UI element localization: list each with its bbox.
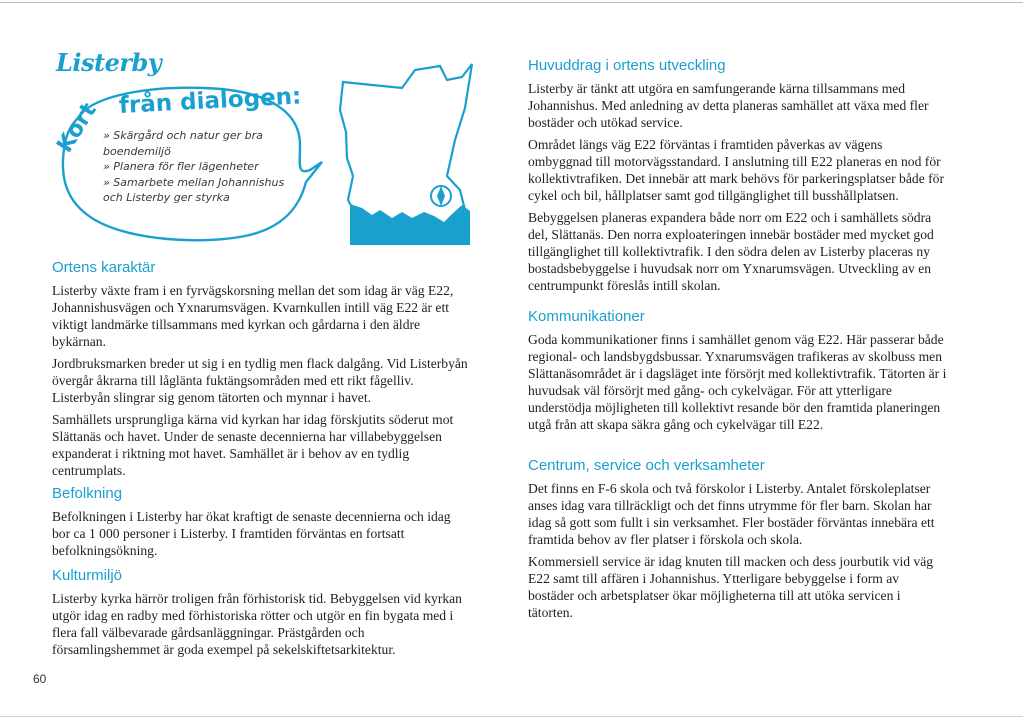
paragraph: Listerby växte fram i en fyrvägskorsning mellan det som idag är väg E22, Johannishusvägen och Yxnarumsvägen. Kvarnkullen intill väg E22 är ett viktigt landmärke tillsammans med kyrkan och gårdarna i den äldre bykärnan. bbox=[52, 283, 454, 349]
paragraph: Jordbruksmarken breder ut sig i en tydlig men flack dalgång. Vid Listerbyån övergår åkrarna till låglänta fuktängsområden med ett rikt fågelliv. Listerbyån slingrar sig genom tätorten och mynnar i havet. bbox=[52, 356, 468, 405]
water-area bbox=[350, 204, 470, 245]
section-heading: Befolkning bbox=[52, 485, 123, 502]
bubble-item: » Skärgård och natur ger bra bbox=[103, 129, 263, 142]
paragraph: Listerby kyrka härrör troligen från förhistorisk tid. Bebyggelsen vid kyrkan utgör idag en radby med förhistoriska rötter och utgör en fin bygata med i flera fall välbevarade gårdsanläggningar. Prästgården och församlingshemmet är goda exempel på sekelskiftetsarkitektur. bbox=[52, 591, 462, 657]
paragraph: Bebyggelsen planeras expandera både norr om E22 och i samhällets södra del, Slättanäs. Den norra exploateringen innebär bostäder med mycket god tillgänglighet till kollektivtrafik. I den södra delen av Listerby placeras ny bostadsbebyggelse i huvudsak norr om Yxnarumsvägen. Utveckling av en centrumpunkt föreslås intill skolan. bbox=[528, 210, 934, 293]
section-centrum bbox=[528, 456, 948, 626]
compass-icon bbox=[431, 186, 451, 206]
paragraph: Det finns en F-6 skola och två förskolor i Listerby. Antalet förskoleplatser anses idag vara tillräckligt och det finns utrymme för fler barn. Skolan har idag så gott som fullt i sin verksamhet. Fler bostäder förväntas innebära ett framtida behov av fler platser i förskola och skola. bbox=[528, 481, 935, 547]
bubble-list bbox=[103, 128, 303, 206]
section-heading: Kommunikationer bbox=[528, 308, 645, 325]
bubble-title: från dialogen: bbox=[118, 83, 302, 119]
paragraph: Goda kommunikationer finns i samhället genom väg E22. Här passerar både regional- och landsbygdsbussar. Yxnarumsvägen trafikeras av skolbuss men Slättanäsområdet är i dagsläget inte försörjt med kollektivtrafik. Tätorten är i huvudsak väl försörjt med gång- och cykelvägar. För att ytterligare understödja möjligheten till kollektivt resande bör den framtida planeringen utgå från att skapa säkra gång och cykelvägar till E22. bbox=[528, 332, 947, 432]
section-heading: Centrum, service och verksamheter bbox=[528, 457, 765, 474]
bottom-rule bbox=[0, 716, 1023, 717]
paragraph: Kommersiell service är idag knuten till macken och dess jourbutik vid väg E22 samt till affären i Johannishus. Ytterligare bebyggelse i form av bostäder och arbetsplatser ökar möjligheterna till att utöka servicen i tätorten. bbox=[528, 554, 934, 620]
top-rule bbox=[0, 2, 1023, 3]
map-outline-icon bbox=[340, 64, 472, 234]
bubble-item: och Listerby ger styrka bbox=[103, 191, 230, 204]
bubble-kort-label: Kort bbox=[52, 98, 102, 158]
section-heading: Huvuddrag i ortens utveckling bbox=[528, 57, 726, 74]
paragraph: Listerby är tänkt att utgöra en samfungerande kärna tillsammans med Johannishus. Med anledning av detta planeras samhället att växa med fler bostäder och utökad service. bbox=[528, 81, 929, 130]
bubble-item: » Samarbete mellan Johannishus bbox=[103, 175, 285, 189]
paragraph: Samhällets ursprungliga kärna vid kyrkan har idag förskjutits söderut mot Slättanäs och havet. Under de senaste decennierna har villabebyggelsen expanderat i riktning mot havet. Samhället är i behov av en tydlig centrumplats. bbox=[52, 412, 454, 478]
paragraph: Befolkningen i Listerby har ökat kraftigt de senaste decennierna och idag bor ca 1 000 personer i Listerby. I framtiden förväntas en fortsatt befolkningsökning. bbox=[52, 509, 451, 558]
section-heading: Kulturmiljö bbox=[52, 567, 123, 584]
page-number: 60 bbox=[33, 672, 47, 686]
page-title: Listerby bbox=[56, 48, 162, 77]
bubble-item: » Planera för fler lägenheter bbox=[103, 160, 259, 173]
section-befolkning bbox=[52, 484, 472, 564]
section-ortens-karaktar bbox=[52, 258, 472, 484]
section-heading: Ortens karaktär bbox=[52, 259, 156, 276]
section-kommunikationer bbox=[528, 307, 948, 438]
section-huvuddrag bbox=[528, 56, 948, 299]
paragraph: Området längs väg E22 förväntas i framtiden påverkas av vägens ombyggnad till motorvägsstandard. I anslutning till E22 planeras en nod för kollektivtrafiken. Det innebär att mark behövs för parkeringsplatser både för cykel och bil, hållplatser samt god tillgänglighet till busshållplatsen. bbox=[528, 137, 944, 203]
section-kulturmiljo bbox=[52, 566, 472, 663]
bubble-item: boendemiljö bbox=[103, 144, 171, 158]
